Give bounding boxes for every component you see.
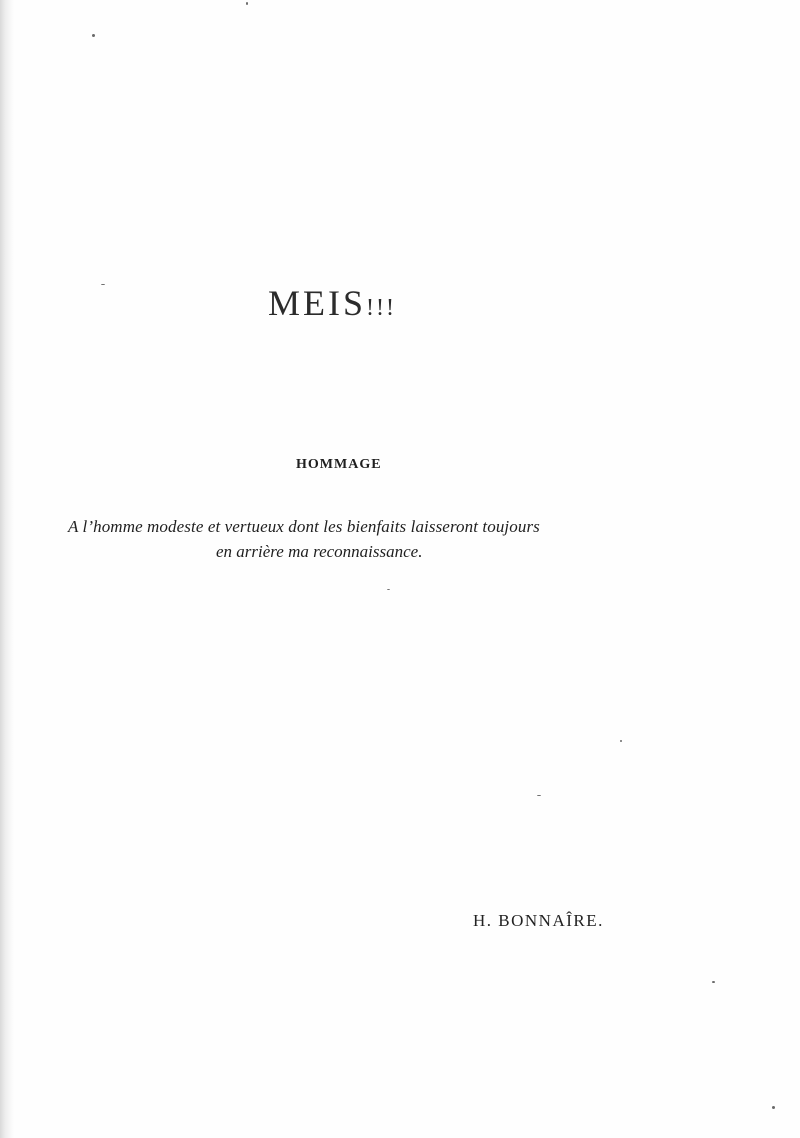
paper-speck [620,740,622,742]
dedication-heading: HOMMAGE [296,457,382,472]
dedication-text [68,514,608,564]
title-exclamation: !!! [366,295,396,321]
title-main: MEIS [268,283,367,323]
paper-speck [537,795,541,796]
page-title [0,282,664,324]
paper-speck [772,1106,775,1109]
dedication-line-1: A l’homme modeste et vertueux dont les bienfaits laisseront toujours [68,517,540,536]
paper-speck [246,2,248,5]
paper-speck [712,981,715,983]
paper-speck [387,589,390,590]
binding-edge [0,0,14,1138]
author-signature: H. BONNAÎRE. [473,911,604,930]
paper-speck [92,34,95,37]
dedication-line-2: en arrière ma reconnaissance. [216,542,423,561]
